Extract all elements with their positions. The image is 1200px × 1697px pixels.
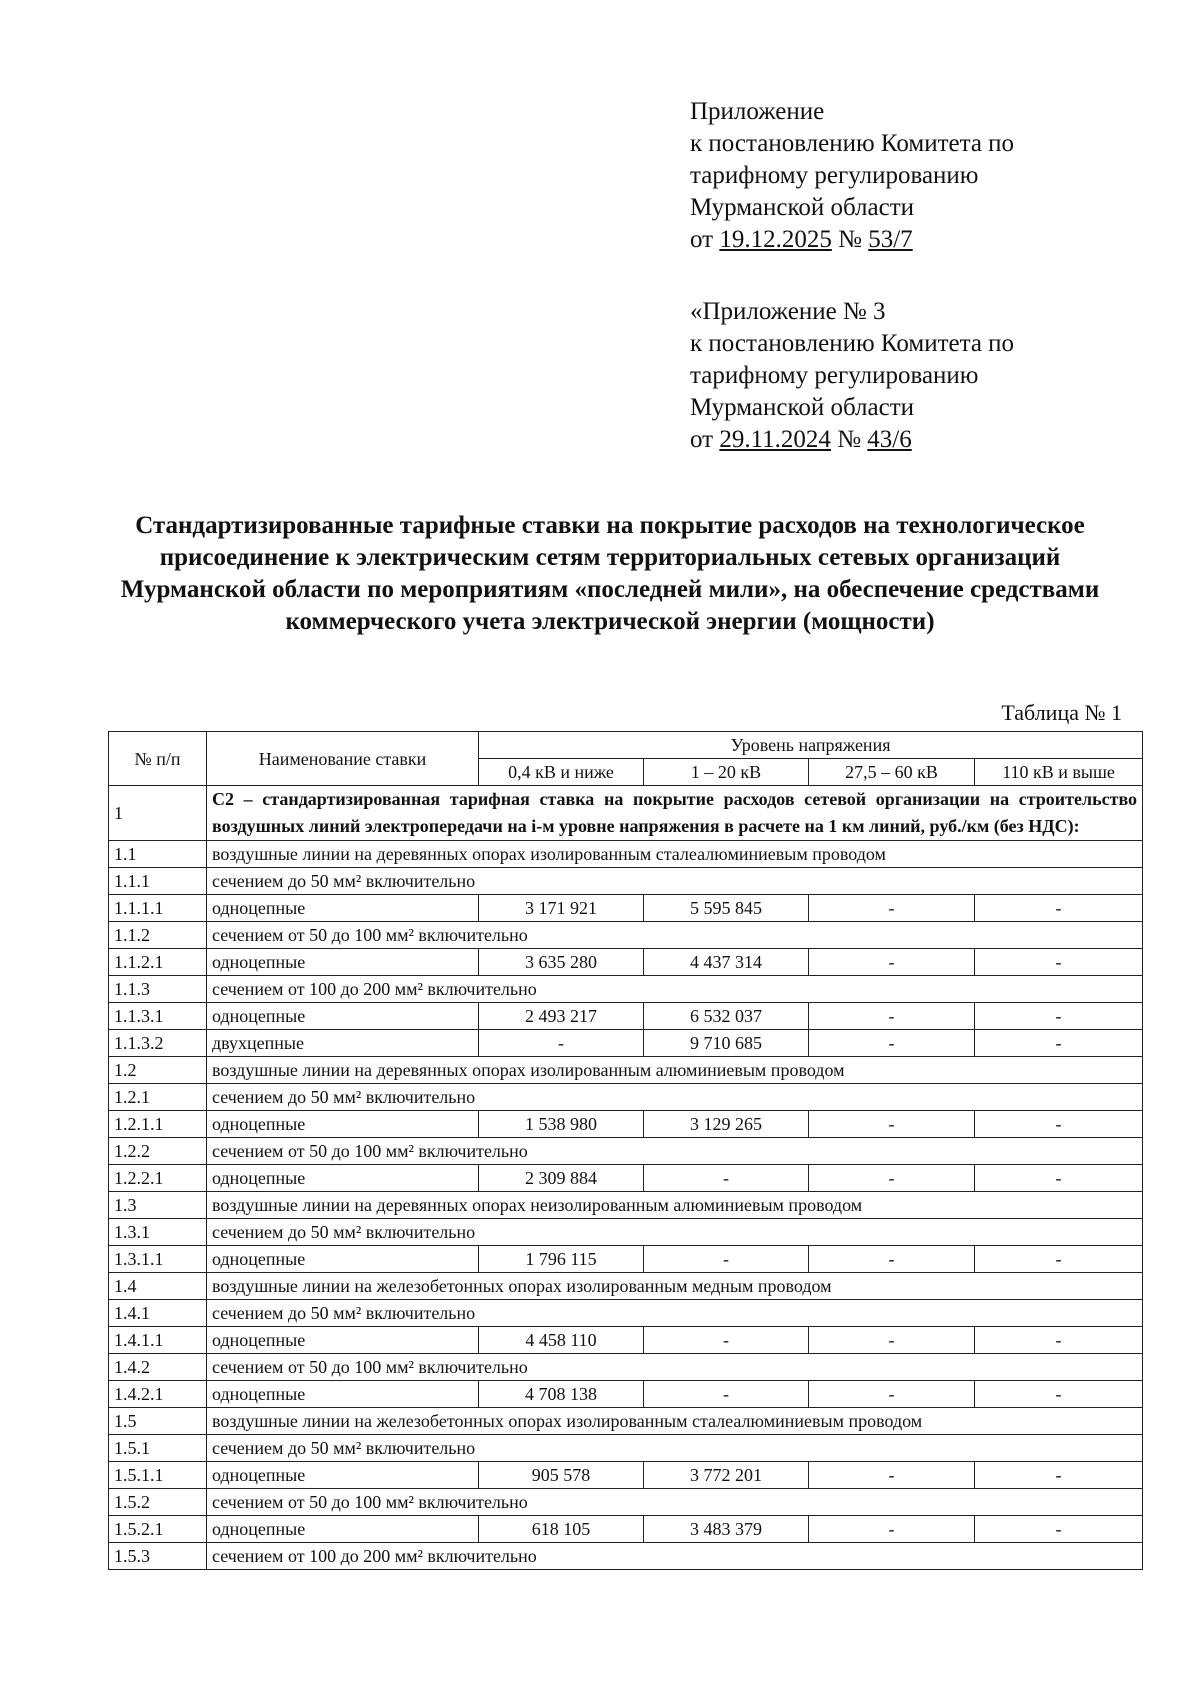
row-value: - — [809, 1381, 975, 1408]
table-row — [109, 1462, 1143, 1489]
section-num: 1 — [109, 786, 207, 841]
row-value: 2 493 217 — [479, 1003, 644, 1030]
row-num: 1.1.1.1 — [109, 895, 207, 922]
row-value: 4 458 110 — [479, 1327, 644, 1354]
appendix3-date: 29.11.2024 — [719, 426, 831, 453]
row-value: - — [975, 1246, 1143, 1273]
row-num: 1.1.3 — [109, 976, 207, 1003]
table-label: Таблица № 1 — [1001, 700, 1122, 725]
row-name: одноцепные — [207, 1462, 479, 1489]
row-name: сечением до 50 мм² включительно — [207, 1435, 1143, 1462]
row-name: одноцепные — [207, 1516, 479, 1543]
header-level: 110 кВ и выше — [975, 759, 1143, 786]
row-num: 1.1.3.1 — [109, 1003, 207, 1030]
table-row — [109, 1516, 1143, 1543]
row-value: 4 437 314 — [644, 949, 809, 976]
row-name: одноцепные — [207, 949, 479, 976]
row-value: 4 708 138 — [479, 1381, 644, 1408]
row-value: - — [644, 1165, 809, 1192]
table-row — [109, 1111, 1143, 1138]
row-value: 3 171 921 — [479, 895, 644, 922]
row-num: 1.4.1 — [109, 1300, 207, 1327]
row-name: сечением от 50 до 100 мм² включительно — [207, 1354, 1143, 1381]
row-name: одноцепные — [207, 1327, 479, 1354]
row-value: 618 105 — [479, 1516, 644, 1543]
table-row — [109, 949, 1143, 976]
row-num: 1.4.2.1 — [109, 1381, 207, 1408]
table-row — [109, 1327, 1143, 1354]
table-row — [109, 1165, 1143, 1192]
row-value: 3 772 201 — [644, 1462, 809, 1489]
row-num: 1.5.2.1 — [109, 1516, 207, 1543]
row-name: одноцепные — [207, 1246, 479, 1273]
row-num: 1.2.1.1 — [109, 1111, 207, 1138]
table-row — [109, 1246, 1143, 1273]
number-prefix: № — [837, 426, 862, 453]
appendix3-line: к постановлению Комитета по — [690, 330, 1015, 357]
appendix-line: тарифному регулированию — [690, 162, 979, 189]
row-name: воздушные линии на железобетонных опорах изолированным медным проводом — [207, 1273, 1143, 1300]
table-row — [109, 841, 1143, 868]
row-value: - — [809, 949, 975, 976]
row-value: - — [809, 1327, 975, 1354]
row-value: - — [975, 949, 1143, 976]
row-name: сечением до 50 мм² включительно — [207, 1219, 1143, 1246]
row-value: - — [644, 1246, 809, 1273]
row-name: воздушные линии на деревянных опорах изолированным сталеалюминиевым проводом — [207, 841, 1143, 868]
table-row — [109, 1030, 1143, 1057]
table-row — [109, 1408, 1143, 1435]
row-value: 2 309 884 — [479, 1165, 644, 1192]
row-value: - — [975, 1327, 1143, 1354]
row-value: 9 710 685 — [644, 1030, 809, 1057]
row-num: 1.1.2.1 — [109, 949, 207, 976]
row-num: 1.3.1 — [109, 1219, 207, 1246]
table-row — [109, 1273, 1143, 1300]
row-value: - — [975, 1111, 1143, 1138]
row-value: 3 129 265 — [644, 1111, 809, 1138]
row-value: 905 578 — [479, 1462, 644, 1489]
row-name: сечением до 50 мм² включительно — [207, 868, 1143, 895]
row-value: - — [975, 1381, 1143, 1408]
row-name: воздушные линии на железобетонных опорах изолированным сталеалюминиевым проводом — [207, 1408, 1143, 1435]
row-num: 1.4.2 — [109, 1354, 207, 1381]
row-value: - — [644, 1381, 809, 1408]
row-num: 1.2.1 — [109, 1084, 207, 1111]
row-value: 3 635 280 — [479, 949, 644, 976]
table-row — [109, 1489, 1143, 1516]
row-value: - — [975, 1516, 1143, 1543]
row-value: 5 595 845 — [644, 895, 809, 922]
table-row — [109, 868, 1143, 895]
row-value: - — [809, 895, 975, 922]
row-name: сечением от 100 до 200 мм² включительно — [207, 1543, 1143, 1570]
row-value: - — [479, 1030, 644, 1057]
row-name: одноцепные — [207, 1165, 479, 1192]
appendix-header — [690, 96, 1014, 256]
row-num: 1.5.1.1 — [109, 1462, 207, 1489]
date-prefix: от — [690, 426, 714, 453]
row-name: одноцепные — [207, 1111, 479, 1138]
header-voltage: Уровень напряжения — [479, 732, 1143, 759]
row-name: двухцепные — [207, 1030, 479, 1057]
section-text: С2 – стандартизированная тарифная ставка на покрытие расходов сетевой организации на строительство воздушных линий электропередачи на i-м уровне напряжения в расчете на 1 км линий, руб./км (без НДС): — [207, 786, 1143, 841]
row-num: 1.4.1.1 — [109, 1327, 207, 1354]
table-row — [109, 976, 1143, 1003]
row-value: 3 483 379 — [644, 1516, 809, 1543]
row-value: - — [809, 1246, 975, 1273]
table-row — [109, 1057, 1143, 1084]
row-num: 1.1.3.2 — [109, 1030, 207, 1057]
row-name: сечением от 50 до 100 мм² включительно — [207, 1138, 1143, 1165]
row-name: сечением до 50 мм² включительно — [207, 1084, 1143, 1111]
row-value: - — [975, 1165, 1143, 1192]
table-row — [109, 1354, 1143, 1381]
appendix-line: Мурманской области — [690, 194, 915, 221]
rates-table — [108, 731, 1143, 1570]
header-level: 0,4 кВ и ниже — [479, 759, 644, 786]
row-name: одноцепные — [207, 1381, 479, 1408]
table-row — [109, 1435, 1143, 1462]
row-num: 1.2 — [109, 1057, 207, 1084]
header-level: 1 – 20 кВ — [644, 759, 809, 786]
row-num: 1.5.1 — [109, 1435, 207, 1462]
row-value: - — [809, 1516, 975, 1543]
appendix3-line: тарифному регулированию — [690, 362, 979, 389]
row-value: - — [644, 1327, 809, 1354]
row-value: - — [809, 1003, 975, 1030]
row-name: воздушные линии на деревянных опорах неизолированным алюминиевым проводом — [207, 1192, 1143, 1219]
appendix-number: 53/7 — [868, 226, 913, 253]
row-num: 1.5.2 — [109, 1489, 207, 1516]
row-value: - — [975, 1003, 1143, 1030]
header-level: 27,5 – 60 кВ — [809, 759, 975, 786]
table-row — [109, 1219, 1143, 1246]
row-name: одноцепные — [207, 1003, 479, 1030]
appendix3-line: «Приложение № 3 — [690, 298, 886, 325]
appendix3-header — [690, 296, 1014, 456]
row-value: 6 532 037 — [644, 1003, 809, 1030]
row-name: воздушные линии на деревянных опорах изолированным алюминиевым проводом — [207, 1057, 1143, 1084]
table-row — [109, 1192, 1143, 1219]
appendix3-line: Мурманской области — [690, 394, 915, 421]
row-name: сечением от 100 до 200 мм² включительно — [207, 976, 1143, 1003]
header-num: № п/п — [109, 732, 207, 786]
table-row — [109, 1543, 1143, 1570]
row-value: - — [975, 1030, 1143, 1057]
row-num: 1.3 — [109, 1192, 207, 1219]
table-row — [109, 1300, 1143, 1327]
section-row — [109, 786, 1143, 841]
appendix-date: 19.12.2025 — [719, 226, 832, 253]
row-num: 1.1.2 — [109, 922, 207, 949]
row-num: 1.4 — [109, 1273, 207, 1300]
table-row — [109, 895, 1143, 922]
row-num: 1.5.3 — [109, 1543, 207, 1570]
row-name: сечением от 50 до 100 мм² включительно — [207, 1489, 1143, 1516]
row-value: - — [975, 1462, 1143, 1489]
row-value: - — [809, 1462, 975, 1489]
row-value: 1 796 115 — [479, 1246, 644, 1273]
table-row — [109, 1003, 1143, 1030]
row-value: - — [975, 895, 1143, 922]
row-num: 1.5 — [109, 1408, 207, 1435]
number-prefix: № — [838, 226, 862, 253]
table-row — [109, 1084, 1143, 1111]
row-num: 1.1 — [109, 841, 207, 868]
row-value: - — [809, 1111, 975, 1138]
appendix-line: к постановлению Комитета по — [690, 130, 1015, 157]
row-num: 1.2.2.1 — [109, 1165, 207, 1192]
row-name: сечением от 50 до 100 мм² включительно — [207, 922, 1143, 949]
row-value: - — [809, 1030, 975, 1057]
row-num: 1.1.1 — [109, 868, 207, 895]
row-num: 1.2.2 — [109, 1138, 207, 1165]
table-row — [109, 922, 1143, 949]
table-body — [109, 786, 1143, 1570]
table-row — [109, 1138, 1143, 1165]
appendix-line: Приложение — [690, 98, 825, 125]
row-num: 1.3.1.1 — [109, 1246, 207, 1273]
appendix3-date-line — [690, 424, 1014, 456]
row-value: 1 538 980 — [479, 1111, 644, 1138]
row-value: - — [809, 1165, 975, 1192]
appendix-date-line — [690, 224, 1014, 256]
row-name: одноцепные — [207, 895, 479, 922]
row-name: сечением до 50 мм² включительно — [207, 1300, 1143, 1327]
appendix3-number: 43/6 — [867, 426, 912, 453]
date-prefix: от — [690, 226, 714, 253]
header-name: Наименование ставки — [207, 732, 479, 786]
table-row — [109, 1381, 1143, 1408]
document-title: Стандартизированные тарифные ставки на покрытие расходов на технологическое присоединение к электрическим сетям территориальных сетевых организаций Мурманской области по мероприятиям «последней мили», на обеспечение средствами коммерческого учета электрической энергии (мощности) — [120, 512, 1100, 635]
